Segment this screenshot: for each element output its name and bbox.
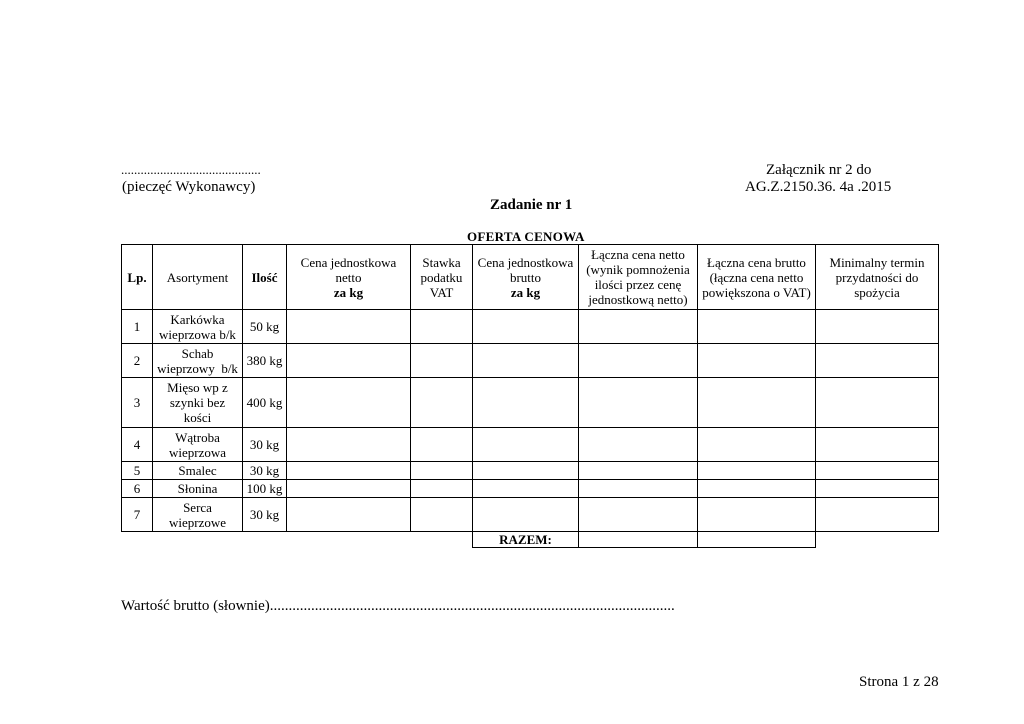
unit-net-price-cell[interactable]: [287, 344, 411, 378]
product-name-line: kości: [183, 410, 212, 425]
row-lp: 4: [122, 428, 153, 462]
product-name-line: Karkówka: [170, 311, 225, 327]
product-name-line: wieprzowa b/k: [159, 326, 236, 342]
unit-net-price-cell[interactable]: [287, 378, 411, 428]
unit-net-price-cell[interactable]: [287, 310, 411, 344]
vat-rate-cell[interactable]: [411, 428, 473, 462]
total-net-price-cell[interactable]: [579, 310, 698, 344]
page-number: Strona 1 z 28: [859, 674, 939, 690]
table-row: [122, 462, 939, 480]
total-gross-price-cell[interactable]: [698, 310, 816, 344]
shelf-life-cell[interactable]: [816, 378, 939, 428]
vat-rate-cell[interactable]: [411, 498, 473, 532]
table-row: [122, 428, 939, 462]
total-net-price-cell[interactable]: [579, 480, 698, 498]
total-gross-price-cell[interactable]: [698, 498, 816, 532]
table-row: [122, 378, 939, 428]
header-text: netto: [335, 269, 362, 285]
row-lp: 5: [122, 462, 153, 480]
table-row: [122, 498, 939, 532]
header-text: jednostkową netto): [588, 292, 688, 307]
shelf-life-cell[interactable]: [816, 344, 939, 378]
row-product: Smalec: [153, 462, 243, 480]
header-text: Cena jednostkowa: [477, 254, 574, 270]
row-lp: 2: [122, 344, 153, 378]
annex-reference: AG.Z.2150.36. 4a .2015: [745, 179, 892, 195]
total-net-price-cell[interactable]: [579, 378, 698, 428]
total-net-price-cell[interactable]: [579, 462, 698, 480]
row-product: Słonina: [153, 480, 243, 498]
header-text: podatku: [420, 269, 463, 285]
header-text: powiększona o VAT): [702, 284, 811, 300]
price-offer-table: [121, 244, 939, 548]
unit-net-price-cell[interactable]: [287, 480, 411, 498]
stamp-dots-line: ...........................................: [121, 162, 261, 177]
contractor-stamp-label: (pieczęć Wykonawcy): [122, 179, 256, 195]
product-name-line: Serca: [183, 499, 212, 515]
total-net-price-cell[interactable]: [579, 498, 698, 532]
unit-gross-price-cell[interactable]: [473, 428, 579, 462]
annex-number: Załącznik nr 2 do: [766, 162, 872, 178]
row-quantity: 30 kg: [243, 498, 287, 532]
table-header-row: [122, 245, 939, 310]
total-gross-price-cell[interactable]: [698, 344, 816, 378]
row-quantity: 30 kg: [243, 428, 287, 462]
unit-gross-price-cell[interactable]: [473, 480, 579, 498]
vat-rate-cell[interactable]: [411, 378, 473, 428]
row-lp: 6: [122, 480, 153, 498]
header-text: brutto: [509, 269, 542, 285]
product-name-line: wieprzowy b/k: [157, 360, 238, 376]
vat-rate-cell[interactable]: [411, 344, 473, 378]
header-text: Minimalny termin: [829, 254, 925, 270]
product-name-line: wieprzowe: [168, 514, 227, 530]
row-product: [153, 378, 243, 428]
header-text: (wynik pomnożenia: [586, 262, 690, 277]
unit-net-price-cell[interactable]: [287, 498, 411, 532]
row-product: [153, 428, 243, 462]
task-title: Zadanie nr 1: [490, 197, 573, 213]
header-min-shelf-life: [816, 245, 939, 310]
unit-net-price-cell[interactable]: [287, 428, 411, 462]
header-unit-gross-price: [473, 245, 579, 310]
header-text: Stawka: [422, 254, 461, 270]
product-name-line: szynki bez: [169, 395, 226, 410]
header-text: przydatności do: [835, 269, 919, 285]
shelf-life-cell[interactable]: [816, 498, 939, 532]
unit-gross-price-cell[interactable]: [473, 462, 579, 480]
product-name-line: Mięso wp z: [167, 380, 228, 395]
product-name-line: wieprzowa: [168, 444, 227, 460]
header-text: spożycia: [854, 284, 900, 300]
total-gross-price-cell[interactable]: [698, 462, 816, 480]
unit-net-price-cell[interactable]: [287, 462, 411, 480]
vat-rate-cell[interactable]: [411, 310, 473, 344]
header-lp: Lp.: [122, 245, 153, 310]
total-row-end-spacer: [816, 532, 939, 548]
row-product: [153, 310, 243, 344]
total-gross-sum-cell[interactable]: [698, 532, 816, 548]
vat-rate-cell[interactable]: [411, 480, 473, 498]
unit-gross-price-cell[interactable]: [473, 498, 579, 532]
unit-gross-price-cell[interactable]: [473, 344, 579, 378]
total-label: RAZEM:: [473, 532, 579, 548]
header-text: za kg: [333, 284, 364, 300]
unit-gross-price-cell[interactable]: [473, 378, 579, 428]
total-net-price-cell[interactable]: [579, 428, 698, 462]
header-text: Łączna cena netto: [591, 247, 685, 262]
total-gross-price-cell[interactable]: [698, 480, 816, 498]
shelf-life-cell[interactable]: [816, 428, 939, 462]
row-quantity: 400 kg: [243, 378, 287, 428]
row-quantity: 100 kg: [243, 480, 287, 498]
row-lp: 3: [122, 378, 153, 428]
shelf-life-cell[interactable]: [816, 480, 939, 498]
total-gross-price-cell[interactable]: [698, 428, 816, 462]
total-row-spacer: [122, 532, 473, 548]
total-net-sum-cell[interactable]: [579, 532, 698, 548]
header-text: (łączna cena netto: [709, 269, 804, 285]
row-quantity: 380 kg: [243, 344, 287, 378]
header-asortyment: Asortyment: [153, 245, 243, 310]
vat-rate-cell[interactable]: [411, 462, 473, 480]
header-unit-net-price: [287, 245, 411, 310]
unit-gross-price-cell[interactable]: [473, 310, 579, 344]
header-text: VAT: [429, 284, 454, 300]
row-product: [153, 498, 243, 532]
header-text: Cena jednostkowa: [300, 254, 397, 270]
table-row: [122, 480, 939, 498]
row-product: [153, 344, 243, 378]
shelf-life-cell[interactable]: [816, 462, 939, 480]
total-net-price-cell[interactable]: [579, 344, 698, 378]
header-total-net-price: [579, 245, 698, 310]
header-ilosc: Ilość: [243, 245, 287, 310]
header-total-gross-price: [698, 245, 816, 310]
offer-title: OFERTA CENOWA: [467, 229, 585, 244]
total-gross-price-cell[interactable]: [698, 378, 816, 428]
gross-value-in-words-line: Wartość brutto (słownie)............................................................................................................: [121, 598, 675, 614]
header-vat-rate: [411, 245, 473, 310]
row-lp: 1: [122, 310, 153, 344]
row-quantity: 50 kg: [243, 310, 287, 344]
table-row: [122, 310, 939, 344]
shelf-life-cell[interactable]: [816, 310, 939, 344]
product-name-line: Wątroba: [175, 429, 220, 445]
product-name-line: Schab: [181, 345, 214, 361]
row-quantity: 30 kg: [243, 462, 287, 480]
row-lp: 7: [122, 498, 153, 532]
total-row: [122, 532, 939, 548]
header-text: Łączna cena brutto: [707, 254, 806, 270]
table-row: [122, 344, 939, 378]
header-text: ilości przez cenę: [594, 277, 682, 292]
header-text: za kg: [510, 284, 541, 300]
